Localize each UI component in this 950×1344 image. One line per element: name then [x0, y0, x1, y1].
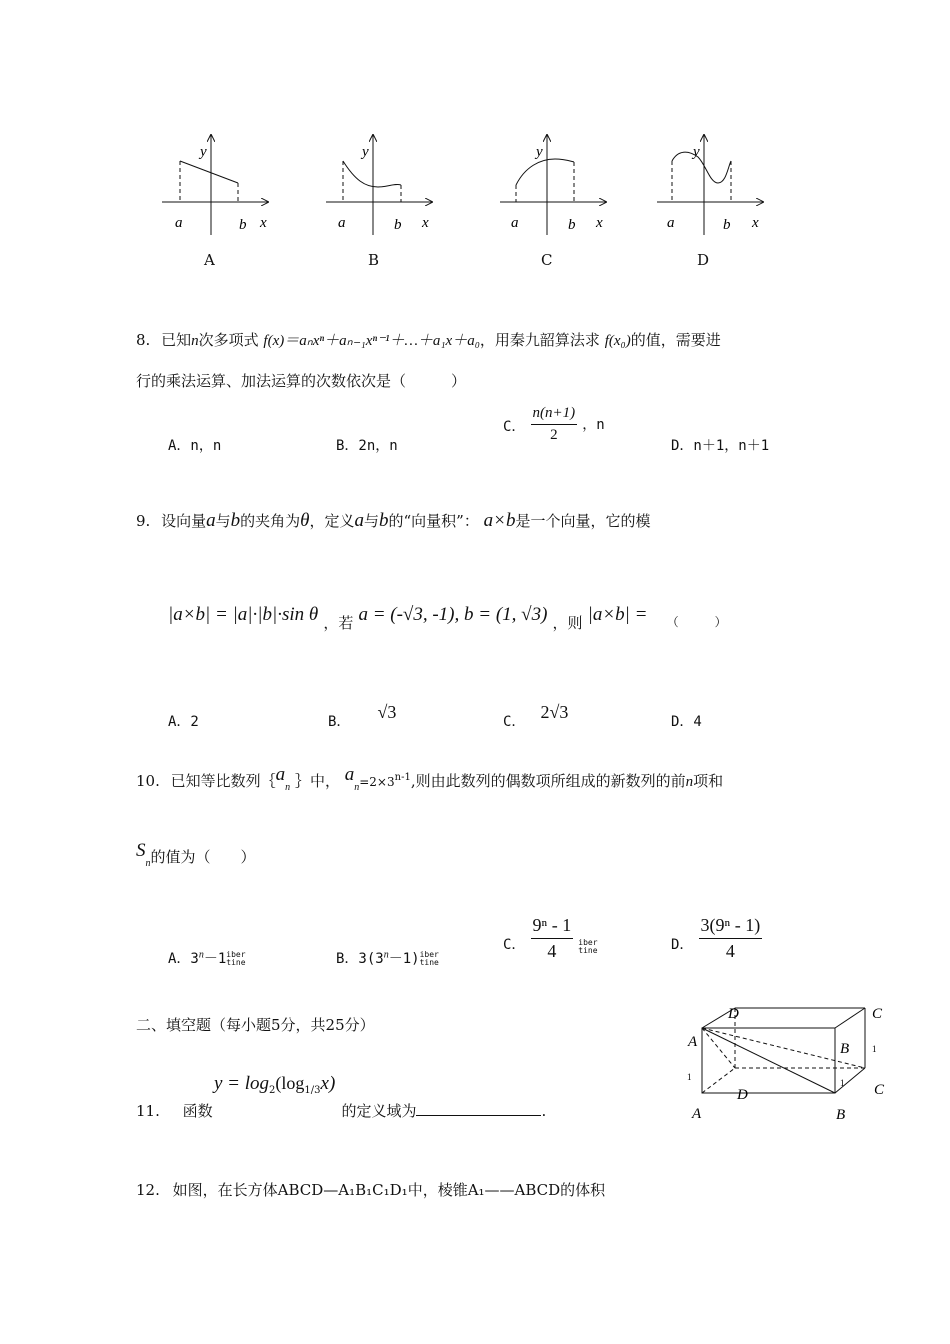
- cuboid-label-c1: C: [872, 1006, 883, 1022]
- graph-d-a: a: [667, 215, 675, 231]
- q9-option-d: D．4: [671, 714, 702, 730]
- q8-text-3: ，用秦九韶算法求: [479, 331, 600, 349]
- q9-option-b-label: B．: [328, 714, 351, 730]
- q11-t2: 的定义域为: [341, 1102, 417, 1120]
- graph-d: [657, 135, 763, 235]
- q11-t1: 函数: [182, 1102, 213, 1120]
- q8-option-c: [503, 405, 605, 444]
- q9-option-c-label: C．: [503, 714, 526, 730]
- q10-option-b-artifact: iber tine: [419, 950, 439, 967]
- q10-option-c-label: C．: [503, 937, 526, 953]
- graph-a-b: b: [239, 217, 247, 233]
- graph-d-b: b: [723, 217, 731, 233]
- q10-option-d-num: 3(9ⁿ - 1): [699, 915, 763, 939]
- q10-option-b-label: B．3(3: [336, 951, 384, 967]
- q9-formula-line: [168, 604, 727, 632]
- graph-b-b: b: [394, 217, 402, 233]
- graph-a: [162, 135, 268, 235]
- q9-a: a: [206, 510, 216, 531]
- cuboid-label-b1: B: [840, 1041, 850, 1057]
- q10-option-b-exp: n: [383, 949, 389, 961]
- q9-option-c-value: 2√3: [540, 702, 569, 722]
- q10-t1: 已知等比数列｛: [170, 772, 276, 790]
- q12-number: 12.: [136, 1181, 160, 1199]
- q10-an-sub: n: [285, 782, 291, 793]
- q10-option-b: [336, 948, 439, 968]
- q8-fx0: f(x₀): [604, 333, 631, 349]
- q10-formula-exp: n-1: [394, 772, 411, 783]
- q11-line: [136, 1100, 546, 1121]
- q8-option-b: B．2n，n: [336, 438, 398, 454]
- cuboid-label-d1: D: [728, 1006, 739, 1022]
- graph-b: [326, 135, 432, 235]
- q8-option-c-num: n(n+1): [531, 405, 578, 425]
- q8-option-c-den: 2: [550, 427, 558, 443]
- caption-a: A: [204, 251, 215, 269]
- q8-option-c-label: C．: [503, 419, 526, 435]
- q9-formula: |a×b| = |a|·|b|·sin θ: [168, 604, 319, 625]
- q10-option-a: [168, 948, 246, 968]
- q9-t1: 设向量: [161, 512, 207, 530]
- q10-line2: [136, 840, 256, 869]
- graph-c-y: y: [536, 144, 543, 160]
- cuboid-label-a1: A: [688, 1034, 698, 1050]
- q10-option-a-exp: n: [198, 949, 204, 961]
- q9-t7: 是一个向量，它的模: [515, 512, 651, 530]
- q11-sub2: 2: [269, 1085, 276, 1097]
- cuboid-label-d: D: [737, 1087, 748, 1103]
- q9-option-b-value: √3: [377, 702, 397, 722]
- q12-text: 如图，在长方体ABCD—A₁B₁C₁D₁中，棱锥A₁——ABCD的体积: [172, 1181, 606, 1199]
- q10-t5: 的值为（ ）: [150, 848, 256, 866]
- cuboid-label-1-left: 1: [687, 1072, 692, 1082]
- q9-t5: 与: [364, 512, 380, 530]
- q11-sub13: 1/3: [304, 1085, 321, 1097]
- q9-t3: 的夹角为: [240, 512, 301, 530]
- section-heading: 二、填空题（每小题5分，共25分）: [136, 1016, 375, 1034]
- graph-d-x: x: [752, 215, 759, 231]
- cuboid-label-b: B: [836, 1107, 846, 1123]
- q10-option-b-tail: －1): [388, 951, 420, 967]
- q8-text-1: 已知: [161, 331, 192, 349]
- q9-theta: θ: [300, 510, 310, 531]
- q9-number: 9.: [136, 512, 151, 530]
- q10-t2: ｝中，: [294, 772, 340, 790]
- q9-line1: [136, 510, 650, 532]
- q10-an2: a: [344, 764, 355, 785]
- q8-formula: f(x)＝aₙxⁿ＋aₙ₋₁xⁿ⁻¹＋…＋a₁x＋a₀: [263, 333, 480, 349]
- q10-option-c: [503, 915, 598, 962]
- q10-an2-sub: n: [354, 782, 360, 793]
- q10-option-c-den: 4: [547, 941, 557, 961]
- q10-option-a-artifact: iber tine: [226, 950, 246, 967]
- q12-line: [136, 1179, 605, 1200]
- q9-axb: a×b: [483, 510, 516, 531]
- q10-option-a-tail: －1: [203, 951, 227, 967]
- graph-b-x: x: [422, 215, 429, 231]
- q11-blank[interactable]: [416, 1101, 541, 1116]
- q11-number: 11.: [136, 1102, 160, 1120]
- graph-d-y: y: [693, 144, 700, 160]
- cuboid-label-1-bottom: 1: [840, 1078, 845, 1088]
- q9-ask: |a×b| =: [587, 604, 648, 625]
- cuboid-figure: [680, 1000, 900, 1130]
- q8-number: 8.: [136, 331, 151, 349]
- q11-x: x): [320, 1073, 336, 1094]
- q9-b: b: [230, 510, 241, 531]
- q10-line1: [136, 764, 724, 793]
- graph-c: [500, 135, 606, 235]
- q10-n: n: [685, 774, 694, 790]
- q10-number: 10.: [136, 772, 160, 790]
- q9-t2: 与: [215, 512, 231, 530]
- q10-sn-sub: n: [145, 858, 151, 869]
- q10-t3: ,则由此数列的偶数项所组成的新数列的前: [410, 772, 686, 790]
- graph-c-a: a: [511, 215, 519, 231]
- caption-d: D: [697, 251, 710, 269]
- q10-option-c-num: 9ⁿ - 1: [531, 915, 574, 939]
- q11-period: .: [541, 1102, 547, 1120]
- q9-a2: a: [354, 510, 364, 531]
- q10-formula: =2×3: [359, 775, 395, 789]
- q9-vectors: a = (-√3, -1), b = (1, √3): [358, 604, 548, 625]
- q9-ruo: ，若: [323, 614, 354, 632]
- q8-line2: 行的乘法运算、加法运算的次数依次是（ ）: [136, 372, 467, 390]
- graph-c-x: x: [596, 215, 603, 231]
- q9-b2: b: [379, 510, 389, 531]
- graph-a-a: a: [175, 215, 183, 231]
- q10-option-c-artifact: iber tine: [578, 937, 598, 955]
- function-graphs: [150, 125, 780, 280]
- q10-t4: 项和: [693, 772, 724, 790]
- q10-option-a-label: A．3: [168, 951, 199, 967]
- q9-t6: 的“向量积”：: [388, 512, 479, 530]
- graph-a-y: y: [200, 144, 207, 160]
- cuboid-label-1-right: 1: [872, 1044, 877, 1054]
- q10-option-d: [671, 915, 762, 962]
- q8-text-4: 的值，需要进: [630, 331, 721, 349]
- caption-c: C: [541, 251, 553, 269]
- caption-b: B: [368, 251, 380, 269]
- graph-b-a: a: [338, 215, 346, 231]
- q10-option-d-label: D．: [671, 937, 694, 953]
- q9-option-a: A．2: [168, 714, 199, 730]
- graph-c-b: b: [568, 217, 576, 233]
- q8-option-a: A．n，n: [168, 438, 222, 454]
- graph-b-y: y: [362, 144, 369, 160]
- q11-y: y = log: [214, 1073, 270, 1094]
- q9-paren: （ ）: [666, 615, 727, 629]
- q8-n: n: [191, 333, 199, 349]
- q10-sn: S: [136, 840, 146, 861]
- q8-text-2: 次多项式: [198, 331, 259, 349]
- q9-ze: ，则: [552, 614, 583, 632]
- q9-t4: ，定义: [309, 512, 355, 530]
- q8-option-c-tail: ，n: [582, 417, 605, 433]
- cuboid-label-c: C: [874, 1082, 885, 1098]
- q11-inner: (log: [275, 1073, 305, 1093]
- cuboid-label-a: A: [692, 1106, 702, 1122]
- q11-formula: [214, 1073, 335, 1096]
- q9-option-c: [503, 702, 569, 730]
- q9-option-b: [328, 702, 397, 730]
- q8-option-d: D．n＋1，n＋1: [671, 438, 770, 454]
- graph-a-x: x: [260, 215, 267, 231]
- q10-an: a: [275, 764, 286, 785]
- q8-line1: [136, 329, 721, 350]
- q10-option-d-den: 4: [725, 941, 735, 961]
